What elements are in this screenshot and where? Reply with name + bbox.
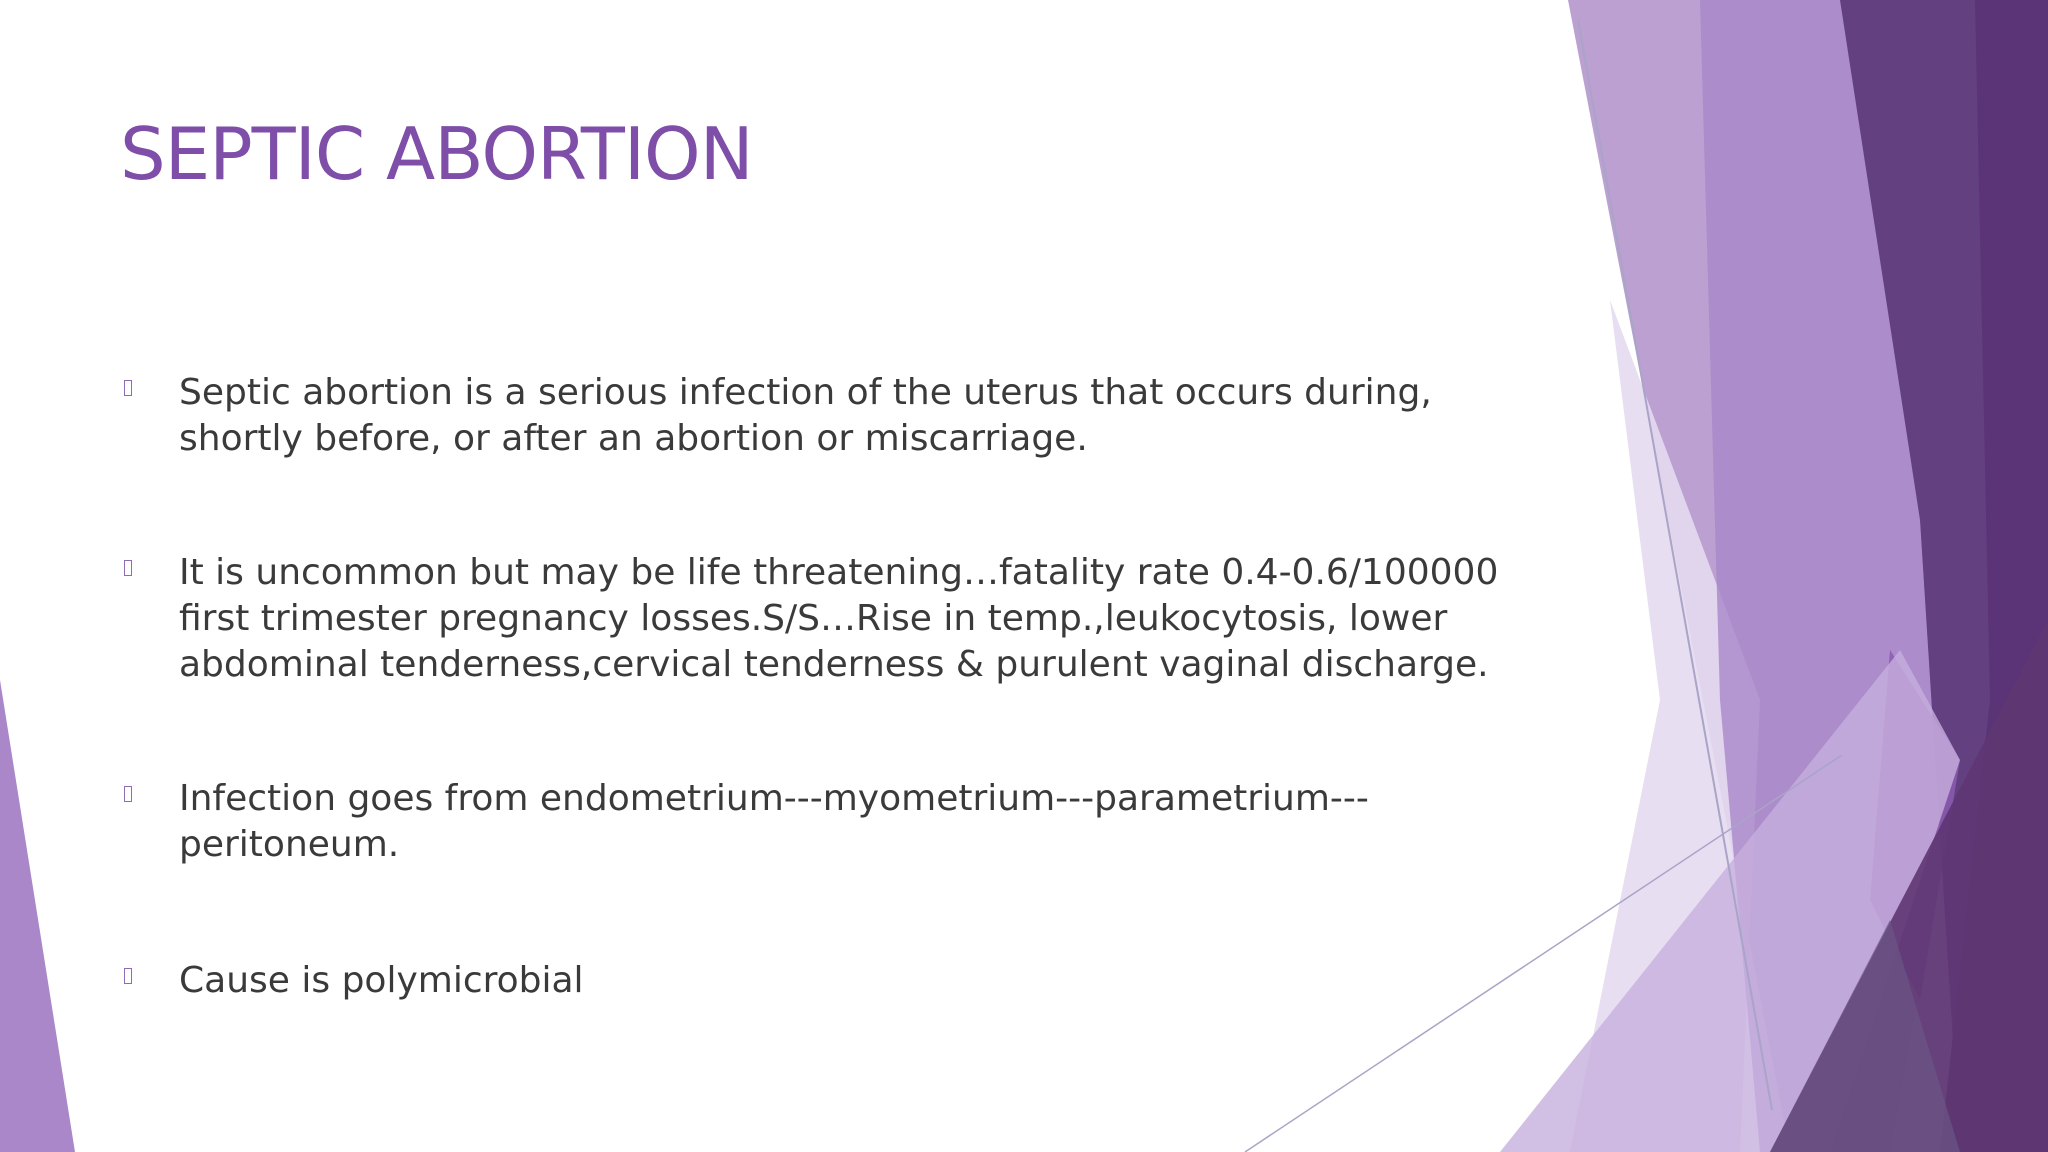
bullet-text: Infection goes from endometrium---myometrium---parametrium---peritoneum.	[179, 778, 1369, 865]
square-bullet-icon	[124, 968, 132, 984]
bullet-list	[120, 370, 1550, 1092]
square-bullet-icon	[124, 786, 132, 802]
bullet-text: Cause is polymicrobial	[179, 960, 584, 1001]
bullet-text: Septic abortion is a serious infection of the uterus that occurs during, shortly before, or after an abortion or miscarriage.	[179, 372, 1432, 459]
slide-title: SEPTIC ABORTION	[120, 112, 753, 196]
bullet-item	[120, 370, 1550, 462]
bullet-text: It is uncommon but may be life threatening…fatality rate 0.4-0.6/100000 first trimester pregnancy losses.S/S…Rise in temp.,leukocytosis, lower abdominal tenderness,cervical tenderness & purulent vaginal discharge.	[179, 552, 1499, 685]
square-bullet-icon	[124, 380, 132, 396]
square-bullet-icon	[124, 560, 132, 576]
bullet-item	[120, 550, 1550, 688]
bullet-item	[120, 958, 1550, 1004]
left-panel-sliver	[0, 680, 75, 1152]
bullet-item	[120, 776, 1550, 868]
